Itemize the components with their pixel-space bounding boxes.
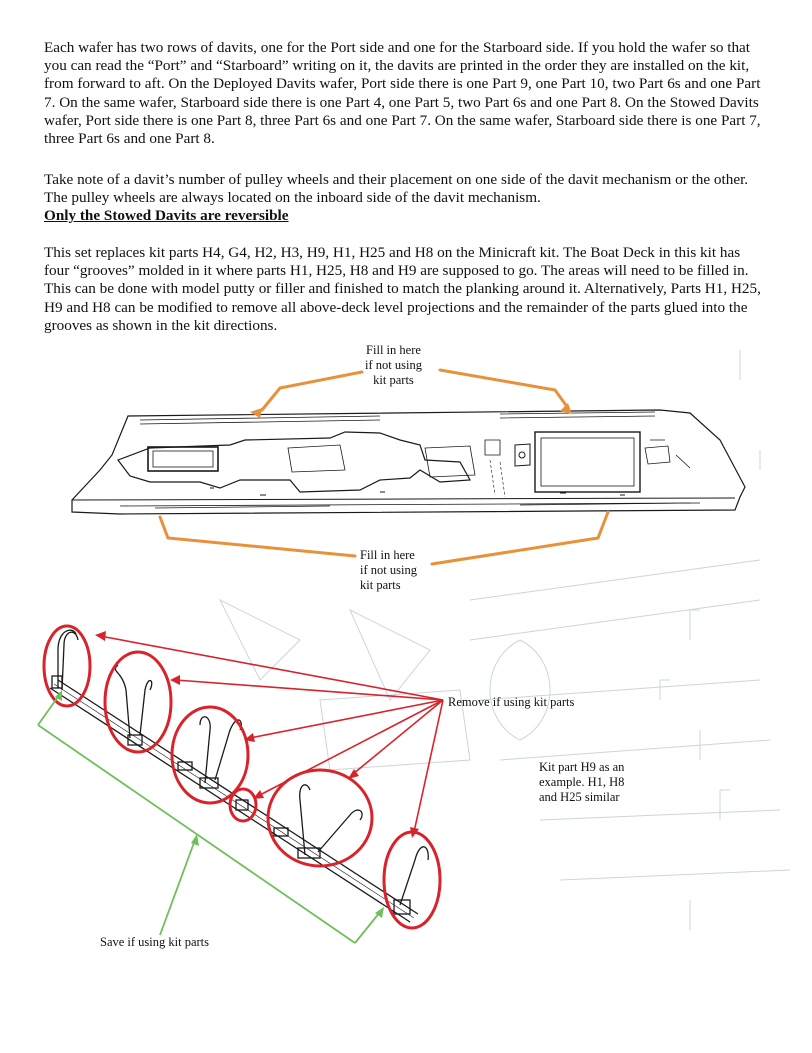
removal-circle-4 xyxy=(230,789,256,821)
fill-bottom-line-2: if not using xyxy=(360,563,417,577)
removal-circle-2 xyxy=(105,652,171,752)
save-bracket xyxy=(38,690,384,943)
pulley-note-text: Take note of a davit’s number of pulley wheels and their placement on one side of the davit mechanism or the other. The pulley wheels are always located on the inboard side of the davit mechanism. xyxy=(44,171,749,207)
fill-in-label-bottom xyxy=(360,548,417,593)
kit-part-line-1: Kit part H9 as an xyxy=(539,760,625,774)
background-ship-lineart xyxy=(220,350,790,930)
fill-bottom-line-1: Fill in here xyxy=(360,548,415,562)
save-label: Save if using kit parts xyxy=(100,935,210,949)
removal-circle-6 xyxy=(384,832,440,928)
kit-part-line-3: and H25 similar xyxy=(539,790,620,804)
wafer-description-paragraph: Each wafer has two rows of davits, one for the Port side and one for the Starboard side. If you hold the wafer so that you can read the “Port” and “Starboard” writing on it, the davits are printed in the order they are installed on the kit, from forward to aft. On the Deployed Davits wafer, Port side there is one Part 9, one Part 10, two Part 6s and one Part 7. On the same wafer, Starboard side there is one Part 4, one Part 5, two Part 6s and one Part 8. On the Stowed Davits wafer, Port side there is one Part 8, three Part 6s and one Part 7. On the same wafer, Starboard side there is one Part 7, three Part 6s and one Part 8. xyxy=(44,39,761,148)
groove-top-right xyxy=(500,412,655,418)
fill-top-line-1: Fill in here xyxy=(366,343,421,357)
davit-part-drawing xyxy=(50,630,428,922)
fill-in-label-top xyxy=(365,343,422,388)
deck-hatch xyxy=(535,432,640,492)
kit-part-note xyxy=(539,760,624,805)
reversible-note: Only the Stowed Davits are reversible xyxy=(44,207,289,225)
fill-top-line-3: kit parts xyxy=(373,373,414,387)
removal-circles xyxy=(44,626,440,928)
kit-part-line-2: example. H1, H8 xyxy=(539,775,625,789)
groove-bottom-left xyxy=(155,506,330,508)
boat-deck-drawing xyxy=(72,410,745,514)
kit-parts-paragraph: This set replaces kit parts H4, G4, H2, H3, H9, H1, H25 and H8 on the Minicraft kit. The Boat Deck in this kit has four “grooves” molded in it where parts H1, H25, H8 and H9 are supposed to go. The areas will need to be filled in. This can be done with model putty or filler and finished to match the planking around it. Alternatively, Parts H1, H25, H9 and H8 can be modified to remove all above-deck level projections and the remainder of the parts glued into the grooves as shown in the kit directions. xyxy=(44,244,761,334)
fill-bottom-line-3: kit parts xyxy=(360,578,401,592)
remove-label: Remove if using kit parts xyxy=(448,695,575,709)
removal-circle-1 xyxy=(44,626,90,706)
fill-top-line-2: if not using xyxy=(365,358,422,372)
deck-opening-left xyxy=(118,432,470,492)
